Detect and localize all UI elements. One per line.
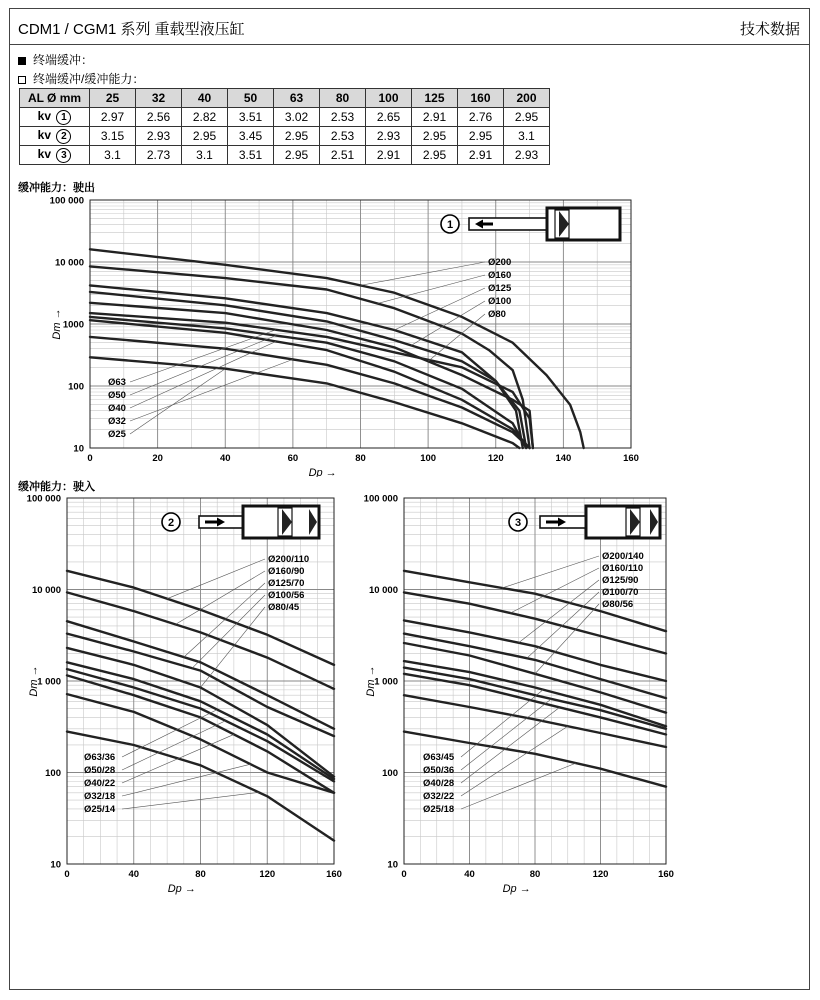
x-tick-label: 60 xyxy=(287,453,299,464)
kv-value: 2.97 xyxy=(90,108,136,127)
kv-label-text: kv xyxy=(37,128,55,143)
series-label: Ø80/45 xyxy=(268,602,300,613)
series-label: Ø40/22 xyxy=(84,778,116,789)
series-label: Ø50/28 xyxy=(84,765,116,776)
y-tick-label: 100 xyxy=(382,768,398,779)
bullet-text: 终端缓冲/缓冲能力： xyxy=(33,72,145,86)
x-tick-label: 140 xyxy=(555,453,572,464)
series-label: Ø160 xyxy=(488,270,512,281)
kv-value: 2.56 xyxy=(136,108,182,127)
x-tick-label: 40 xyxy=(464,869,475,880)
y-tick-label: 10 xyxy=(387,859,398,871)
bullet-text: 终端缓冲： xyxy=(33,53,94,67)
y-tick-label: 100 000 xyxy=(26,493,61,505)
chart-extend xyxy=(18,192,648,477)
kv-table-row xyxy=(20,108,550,127)
y-tick-label: 100 000 xyxy=(363,493,398,505)
series-label: Ø40 xyxy=(108,403,126,414)
series-label: Ø125 xyxy=(488,283,512,294)
y-axis-label: Dm → xyxy=(28,665,40,697)
chart-retract-3 xyxy=(355,490,685,895)
y-tick-label: 1 000 xyxy=(37,676,61,688)
kv-value: 2.95 xyxy=(412,127,458,146)
series-label: Ø50/36 xyxy=(423,765,455,776)
series-label: Ø100/70 xyxy=(602,587,639,598)
filled-square-icon xyxy=(18,57,26,65)
circled-number: 1 xyxy=(446,219,454,231)
kv-label-text: kv xyxy=(37,147,55,162)
y-tick-label: 10 xyxy=(73,443,84,455)
x-tick-label: 20 xyxy=(152,453,163,464)
series-label: Ø100/56 xyxy=(268,590,305,601)
kv-value: 3.02 xyxy=(274,108,320,127)
kv-head-label: AL Ø mm xyxy=(20,89,90,108)
series-label: Ø40/28 xyxy=(423,778,455,789)
kv-head-size: 32 xyxy=(136,89,182,108)
circled-number-icon: 3 xyxy=(56,148,71,163)
kv-value: 2.91 xyxy=(366,146,412,165)
kv-value: 2.51 xyxy=(320,146,366,165)
y-axis-label: Dm → xyxy=(365,665,377,697)
circled-number-icon: 1 xyxy=(56,110,71,125)
kv-value: 3.1 xyxy=(90,146,136,165)
series-label: Ø32 xyxy=(108,416,126,427)
kv-table xyxy=(19,88,550,165)
section-title-out: 缓冲能力：驶出 xyxy=(18,182,95,194)
kv-head-size: 200 xyxy=(504,89,550,108)
kv-label-text: kv xyxy=(37,109,55,124)
y-tick-label: 10 000 xyxy=(368,585,398,596)
kv-value: 2.93 xyxy=(366,127,412,146)
page-title: CDM1 / CGM1 系列 重载型液压缸 xyxy=(18,21,245,38)
y-tick-label: 10 xyxy=(50,859,61,871)
series-label: Ø63/45 xyxy=(423,752,455,763)
x-tick-label: 120 xyxy=(259,869,276,880)
kv-value: 2.95 xyxy=(412,146,458,165)
circled-number: 3 xyxy=(514,517,522,529)
cylinder-barrel xyxy=(586,506,660,538)
x-axis-label: Dp → xyxy=(308,467,337,477)
section-title-in: 缓冲能力：驶入 xyxy=(18,481,95,493)
kv-value: 2.91 xyxy=(458,146,504,165)
kv-table-row xyxy=(20,146,550,165)
x-tick-label: 40 xyxy=(128,869,140,880)
x-tick-label: 160 xyxy=(658,869,674,880)
kv-value: 3.15 xyxy=(90,127,136,146)
kv-table-header xyxy=(20,89,550,108)
series-label: Ø80/56 xyxy=(602,599,634,610)
series-label: Ø100 xyxy=(488,296,512,307)
kv-value: 2.65 xyxy=(366,108,412,127)
series-label: Ø125/90 xyxy=(602,575,639,586)
kv-head-size: 125 xyxy=(412,89,458,108)
kv-value: 3.51 xyxy=(228,108,274,127)
kv-value: 2.53 xyxy=(320,108,366,127)
bullet-cushion-capacity xyxy=(18,70,144,87)
kv-head-size: 80 xyxy=(320,89,366,108)
kv-value: 2.95 xyxy=(458,127,504,146)
kv-value: 2.53 xyxy=(320,127,366,146)
bullet-end-cushion xyxy=(18,51,93,68)
kv-value: 2.95 xyxy=(274,146,320,165)
series-label: Ø160/90 xyxy=(268,566,305,577)
x-tick-label: 80 xyxy=(355,453,366,464)
x-tick-label: 80 xyxy=(195,869,206,880)
kv-value: 2.95 xyxy=(504,108,550,127)
y-axis-label: Dm → xyxy=(51,308,63,340)
x-axis-label: Dp → xyxy=(502,883,531,895)
series-label: Ø200/140 xyxy=(602,551,644,562)
y-tick-label: 10 000 xyxy=(54,257,84,269)
kv-value: 3.1 xyxy=(182,146,228,165)
kv-head-size: 40 xyxy=(182,89,228,108)
kv-value: 2.73 xyxy=(136,146,182,165)
y-tick-label: 1000 xyxy=(62,319,84,331)
kv-head-size: 50 xyxy=(228,89,274,108)
kv-value: 3.1 xyxy=(504,127,550,146)
x-tick-label: 0 xyxy=(401,869,407,880)
x-tick-label: 160 xyxy=(623,453,639,464)
header-divider xyxy=(9,44,810,45)
y-tick-label: 100 xyxy=(68,381,84,393)
kv-table-row xyxy=(20,127,550,146)
y-tick-label: 10 000 xyxy=(31,585,61,596)
x-tick-label: 0 xyxy=(87,453,93,464)
kv-head-size: 100 xyxy=(366,89,412,108)
chart-retract-2 xyxy=(18,490,348,895)
series-label: Ø200/110 xyxy=(268,554,310,565)
kv-value: 2.76 xyxy=(458,108,504,127)
series-label: Ø25 xyxy=(108,429,126,440)
series-label: Ø25/14 xyxy=(84,804,116,815)
x-tick-label: 80 xyxy=(529,869,541,880)
kv-value: 2.95 xyxy=(274,127,320,146)
kv-value: 3.51 xyxy=(228,146,274,165)
x-tick-label: 0 xyxy=(64,869,70,880)
series-label: Ø32/18 xyxy=(84,791,116,802)
kv-value: 2.91 xyxy=(412,108,458,127)
x-axis-label: Dp → xyxy=(167,883,196,895)
kv-head-size: 25 xyxy=(90,89,136,108)
kv-value: 3.45 xyxy=(228,127,274,146)
x-tick-label: 100 xyxy=(420,453,437,464)
kv-value: 2.82 xyxy=(182,108,228,127)
kv-row-label xyxy=(20,108,90,127)
x-tick-label: 120 xyxy=(487,453,504,464)
series-label: Ø32/22 xyxy=(423,791,455,802)
series-label: Ø63/36 xyxy=(84,752,116,763)
kv-value: 2.93 xyxy=(136,127,182,146)
series-label: Ø25/18 xyxy=(423,804,455,815)
kv-row-label xyxy=(20,127,90,146)
series-label: Ø50 xyxy=(108,390,126,401)
series-label: Ø125/70 xyxy=(268,578,305,589)
x-tick-label: 40 xyxy=(219,453,231,464)
section-label: 技术数据 xyxy=(739,21,800,38)
x-tick-label: 160 xyxy=(326,869,342,880)
y-tick-label: 100 xyxy=(45,768,61,779)
series-label: Ø200 xyxy=(488,257,512,268)
kv-head-size: 63 xyxy=(274,89,320,108)
series-label: Ø80 xyxy=(488,309,506,320)
y-tick-label: 1 000 xyxy=(374,676,398,688)
empty-square-icon xyxy=(18,76,26,84)
kv-row-label xyxy=(20,146,90,165)
series-label: Ø63 xyxy=(108,377,126,388)
circled-number: 2 xyxy=(167,517,175,529)
kv-head-size: 160 xyxy=(458,89,504,108)
y-tick-label: 100 000 xyxy=(49,195,84,207)
kv-value: 2.95 xyxy=(182,127,228,146)
circled-number-icon: 2 xyxy=(56,129,71,144)
series-label: Ø160/110 xyxy=(602,563,644,574)
kv-value: 2.93 xyxy=(504,146,550,165)
x-tick-label: 120 xyxy=(592,869,609,880)
